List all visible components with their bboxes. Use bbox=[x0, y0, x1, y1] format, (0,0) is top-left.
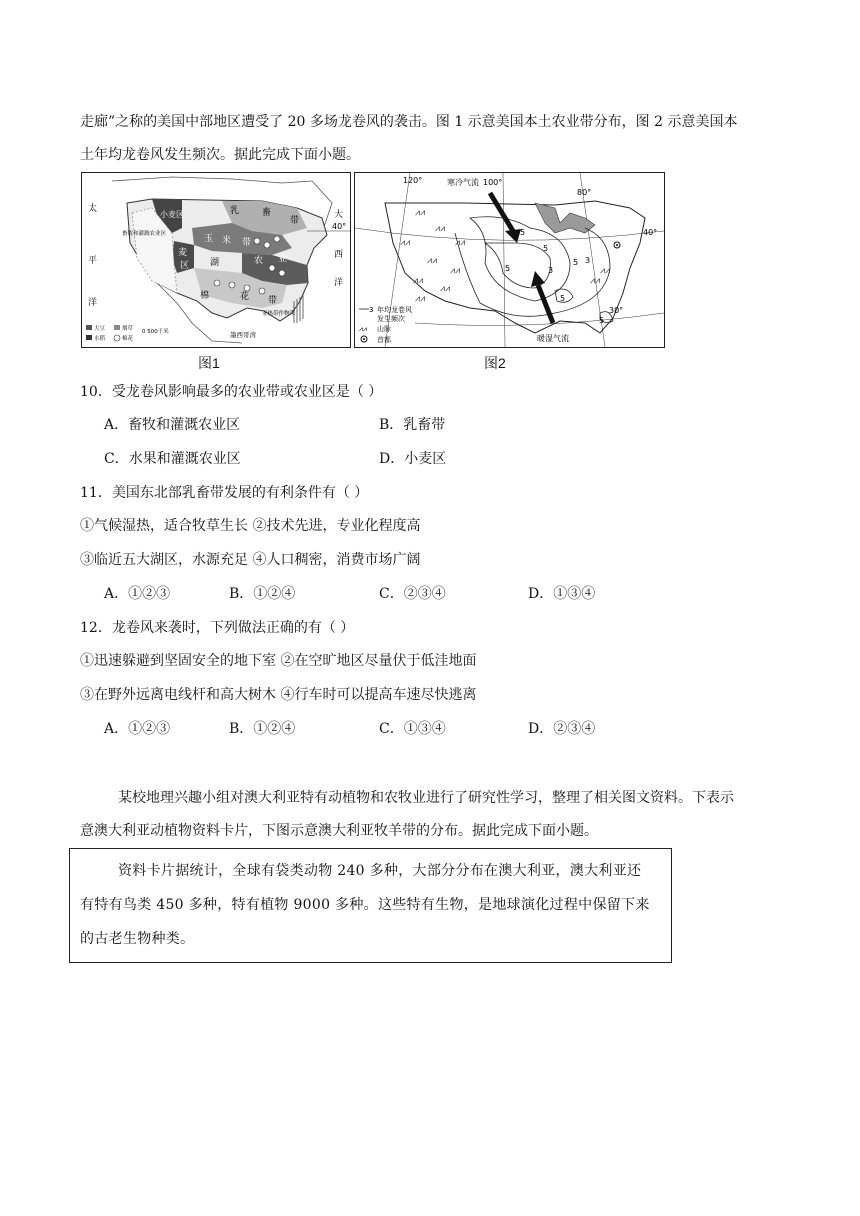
svg-text:⩘⩘: ⩘⩘ bbox=[450, 266, 461, 276]
svg-text:⩘⩘: ⩘⩘ bbox=[455, 238, 466, 248]
q11-stem: 11．美国东北部乳畜带发展的有利条件有（ ） bbox=[80, 485, 369, 501]
q11-option-c[interactable]: C．②③④ bbox=[379, 586, 446, 602]
legend-rice: 水稻 bbox=[94, 336, 106, 342]
label-dai2: 带 bbox=[242, 238, 252, 248]
label-yang: 洋 bbox=[88, 298, 98, 308]
contour-5b: 5 bbox=[543, 244, 549, 253]
label-dai: 带 bbox=[290, 216, 300, 226]
figure-2-tornado-map bbox=[354, 172, 665, 348]
label-lon100: 100° bbox=[483, 178, 503, 187]
q10-option-a[interactable]: A．畜牧和灌溉农业区 bbox=[104, 417, 241, 433]
q10-option-d[interactable]: D．小麦区 bbox=[379, 451, 447, 467]
contour-5d: 5 bbox=[573, 258, 579, 267]
q11-statements-1: ①气候湿热，适合牧草生长 ②技术先进，专业化程度高 bbox=[80, 518, 421, 534]
q12-option-b[interactable]: B．①②④ bbox=[229, 721, 296, 737]
q11-option-d[interactable]: D．①③④ bbox=[528, 586, 596, 602]
figure-1-agriculture-map bbox=[81, 172, 351, 348]
q10-option-b[interactable]: B．乳畜带 bbox=[379, 417, 446, 433]
data-card bbox=[69, 848, 672, 963]
label-ru: 乳 bbox=[230, 206, 240, 216]
label-xi: 西 bbox=[334, 250, 344, 260]
svg-text:⩘⩘: ⩘⩘ bbox=[415, 208, 426, 218]
q10-stem: 10．受龙卷风影响最多的农业带或农业区是（ ） bbox=[80, 384, 383, 400]
legend-scale: 0 500千米 bbox=[142, 329, 169, 335]
card-line-1: 资料卡片据统计，全球有袋类动物 240 多种，大部分分布在澳大利亚，澳大利亚还 bbox=[118, 863, 642, 879]
q11-statements-2: ③临近五大湖区，水源充足 ④人口稠密，消费市场广阔 bbox=[80, 552, 421, 568]
q10-option-c[interactable]: C．水果和灌溉农业区 bbox=[104, 451, 241, 467]
label-mian: 棉 bbox=[200, 291, 210, 301]
q12-statements-2: ③在野外远离电线杆和高大树木 ④行车时可以提高车速尽快逃离 bbox=[80, 687, 477, 703]
intro-line-1: 走廊”之称的美国中部地区遭受了 20 多场龙卷风的袭击。图 1 示意美国本土农业带分布，图 2 示意美国本 bbox=[80, 114, 738, 130]
label-yang2: 洋 bbox=[334, 278, 344, 288]
card-line-3: 的古老生物种类。 bbox=[80, 931, 195, 947]
contour-5c: 5 bbox=[505, 264, 511, 273]
label-lat30: 30° bbox=[609, 306, 624, 315]
label-hu: 湖 bbox=[210, 258, 220, 268]
contour-5f: 5 bbox=[599, 316, 605, 325]
legend-cotton: 棉花 bbox=[122, 336, 134, 342]
svg-text:⩘⩘: ⩘⩘ bbox=[415, 294, 426, 304]
contour-3b: 3 bbox=[585, 256, 591, 265]
label-wheat: 小麦区 bbox=[160, 210, 184, 219]
label-da: 大 bbox=[334, 210, 344, 220]
label-gulf: 墨西哥湾 bbox=[230, 331, 256, 339]
label-qu: 区 bbox=[180, 261, 190, 271]
q12-option-c[interactable]: C．①③④ bbox=[379, 721, 446, 737]
label-ranch: 畜牧和灌溉农业区 bbox=[122, 231, 167, 237]
legend-freq-2: 发生频次 bbox=[377, 315, 405, 323]
q12-option-d[interactable]: D．②③④ bbox=[528, 721, 596, 737]
label-warm-flow: 暖湿气流 bbox=[537, 334, 569, 343]
label-lon80: 80° bbox=[577, 188, 592, 197]
legend-tobacco: 烟草 bbox=[122, 326, 134, 332]
label-lat40: 40° bbox=[332, 222, 347, 231]
legend-capital: 首都 bbox=[377, 336, 391, 344]
intro-line-2: 土年均龙卷风发生频次。据此完成下面小题。 bbox=[80, 147, 360, 163]
figure-1-caption: 图1 bbox=[198, 355, 220, 371]
legend-mtn: 山脉 bbox=[377, 325, 391, 333]
label-ye: 业 bbox=[278, 254, 288, 264]
passage2-line-2: 意澳大利亚动植物资料卡片，下图示意澳大利亚牧羊带的分布。据此完成下面小题。 bbox=[80, 823, 598, 839]
label-yu: 玉 bbox=[204, 234, 214, 244]
card-line-2: 有特有鸟类 450 多种，特有植物 9000 多种。这些特有生物，是地球演化过程中保留下来 bbox=[80, 897, 650, 913]
svg-text:⩘⩘: ⩘⩘ bbox=[427, 256, 438, 266]
label-chu: 畜 bbox=[262, 208, 272, 218]
svg-text:⩘⩘: ⩘⩘ bbox=[413, 276, 424, 286]
label-cold-flow: 寒冷气流 bbox=[447, 178, 479, 187]
label-nong: 农 bbox=[254, 256, 264, 266]
legend-num: 3 bbox=[369, 306, 374, 314]
contour-5e: 5 bbox=[560, 294, 566, 303]
label-fruit: 亚热带作物带 bbox=[262, 311, 296, 317]
label-ping: 平 bbox=[88, 256, 98, 266]
label-lat40: 40° bbox=[643, 228, 658, 237]
label-tai: 太 bbox=[88, 204, 98, 214]
figure-2-caption: 图2 bbox=[484, 355, 506, 371]
svg-text:⩘⩘: ⩘⩘ bbox=[440, 284, 451, 294]
svg-text:⩘⩘: ⩘⩘ bbox=[435, 224, 446, 234]
q12-stem: 12．龙卷风来袭时，下列做法正确的有（ ） bbox=[80, 620, 355, 636]
q11-option-a[interactable]: A．①②③ bbox=[104, 586, 171, 602]
contour-3a: 3 bbox=[548, 266, 554, 275]
label-mi: 米 bbox=[222, 236, 232, 246]
q12-statements-1: ①迅速躲避到坚固安全的地下室 ②在空旷地区尽量伏于低洼地面 bbox=[80, 653, 477, 669]
legend-soy: 大豆 bbox=[94, 326, 106, 332]
label-lon120: 120° bbox=[403, 176, 423, 185]
passage2-line-1: 某校地理兴趣小组对澳大利亚特有动植物和农牧业进行了研究性学习，整理了相关图文资料。下表示 bbox=[118, 790, 734, 806]
label-dai3: 带 bbox=[268, 296, 278, 306]
svg-text:⩘⩘: ⩘⩘ bbox=[590, 276, 601, 286]
legend-mtn-icon: ⩘⩘ bbox=[359, 325, 367, 333]
svg-text:⩘⩘: ⩘⩘ bbox=[400, 238, 411, 248]
q12-option-a[interactable]: A．①②③ bbox=[104, 721, 171, 737]
svg-text:⩘⩘: ⩘⩘ bbox=[600, 266, 611, 276]
label-mai: 麦 bbox=[178, 248, 188, 258]
q11-option-b[interactable]: B．①②④ bbox=[229, 586, 296, 602]
legend-freq-1: 年均龙卷风 bbox=[377, 306, 412, 314]
label-hua: 花 bbox=[240, 292, 250, 302]
contour-5a: 5 bbox=[520, 228, 526, 237]
